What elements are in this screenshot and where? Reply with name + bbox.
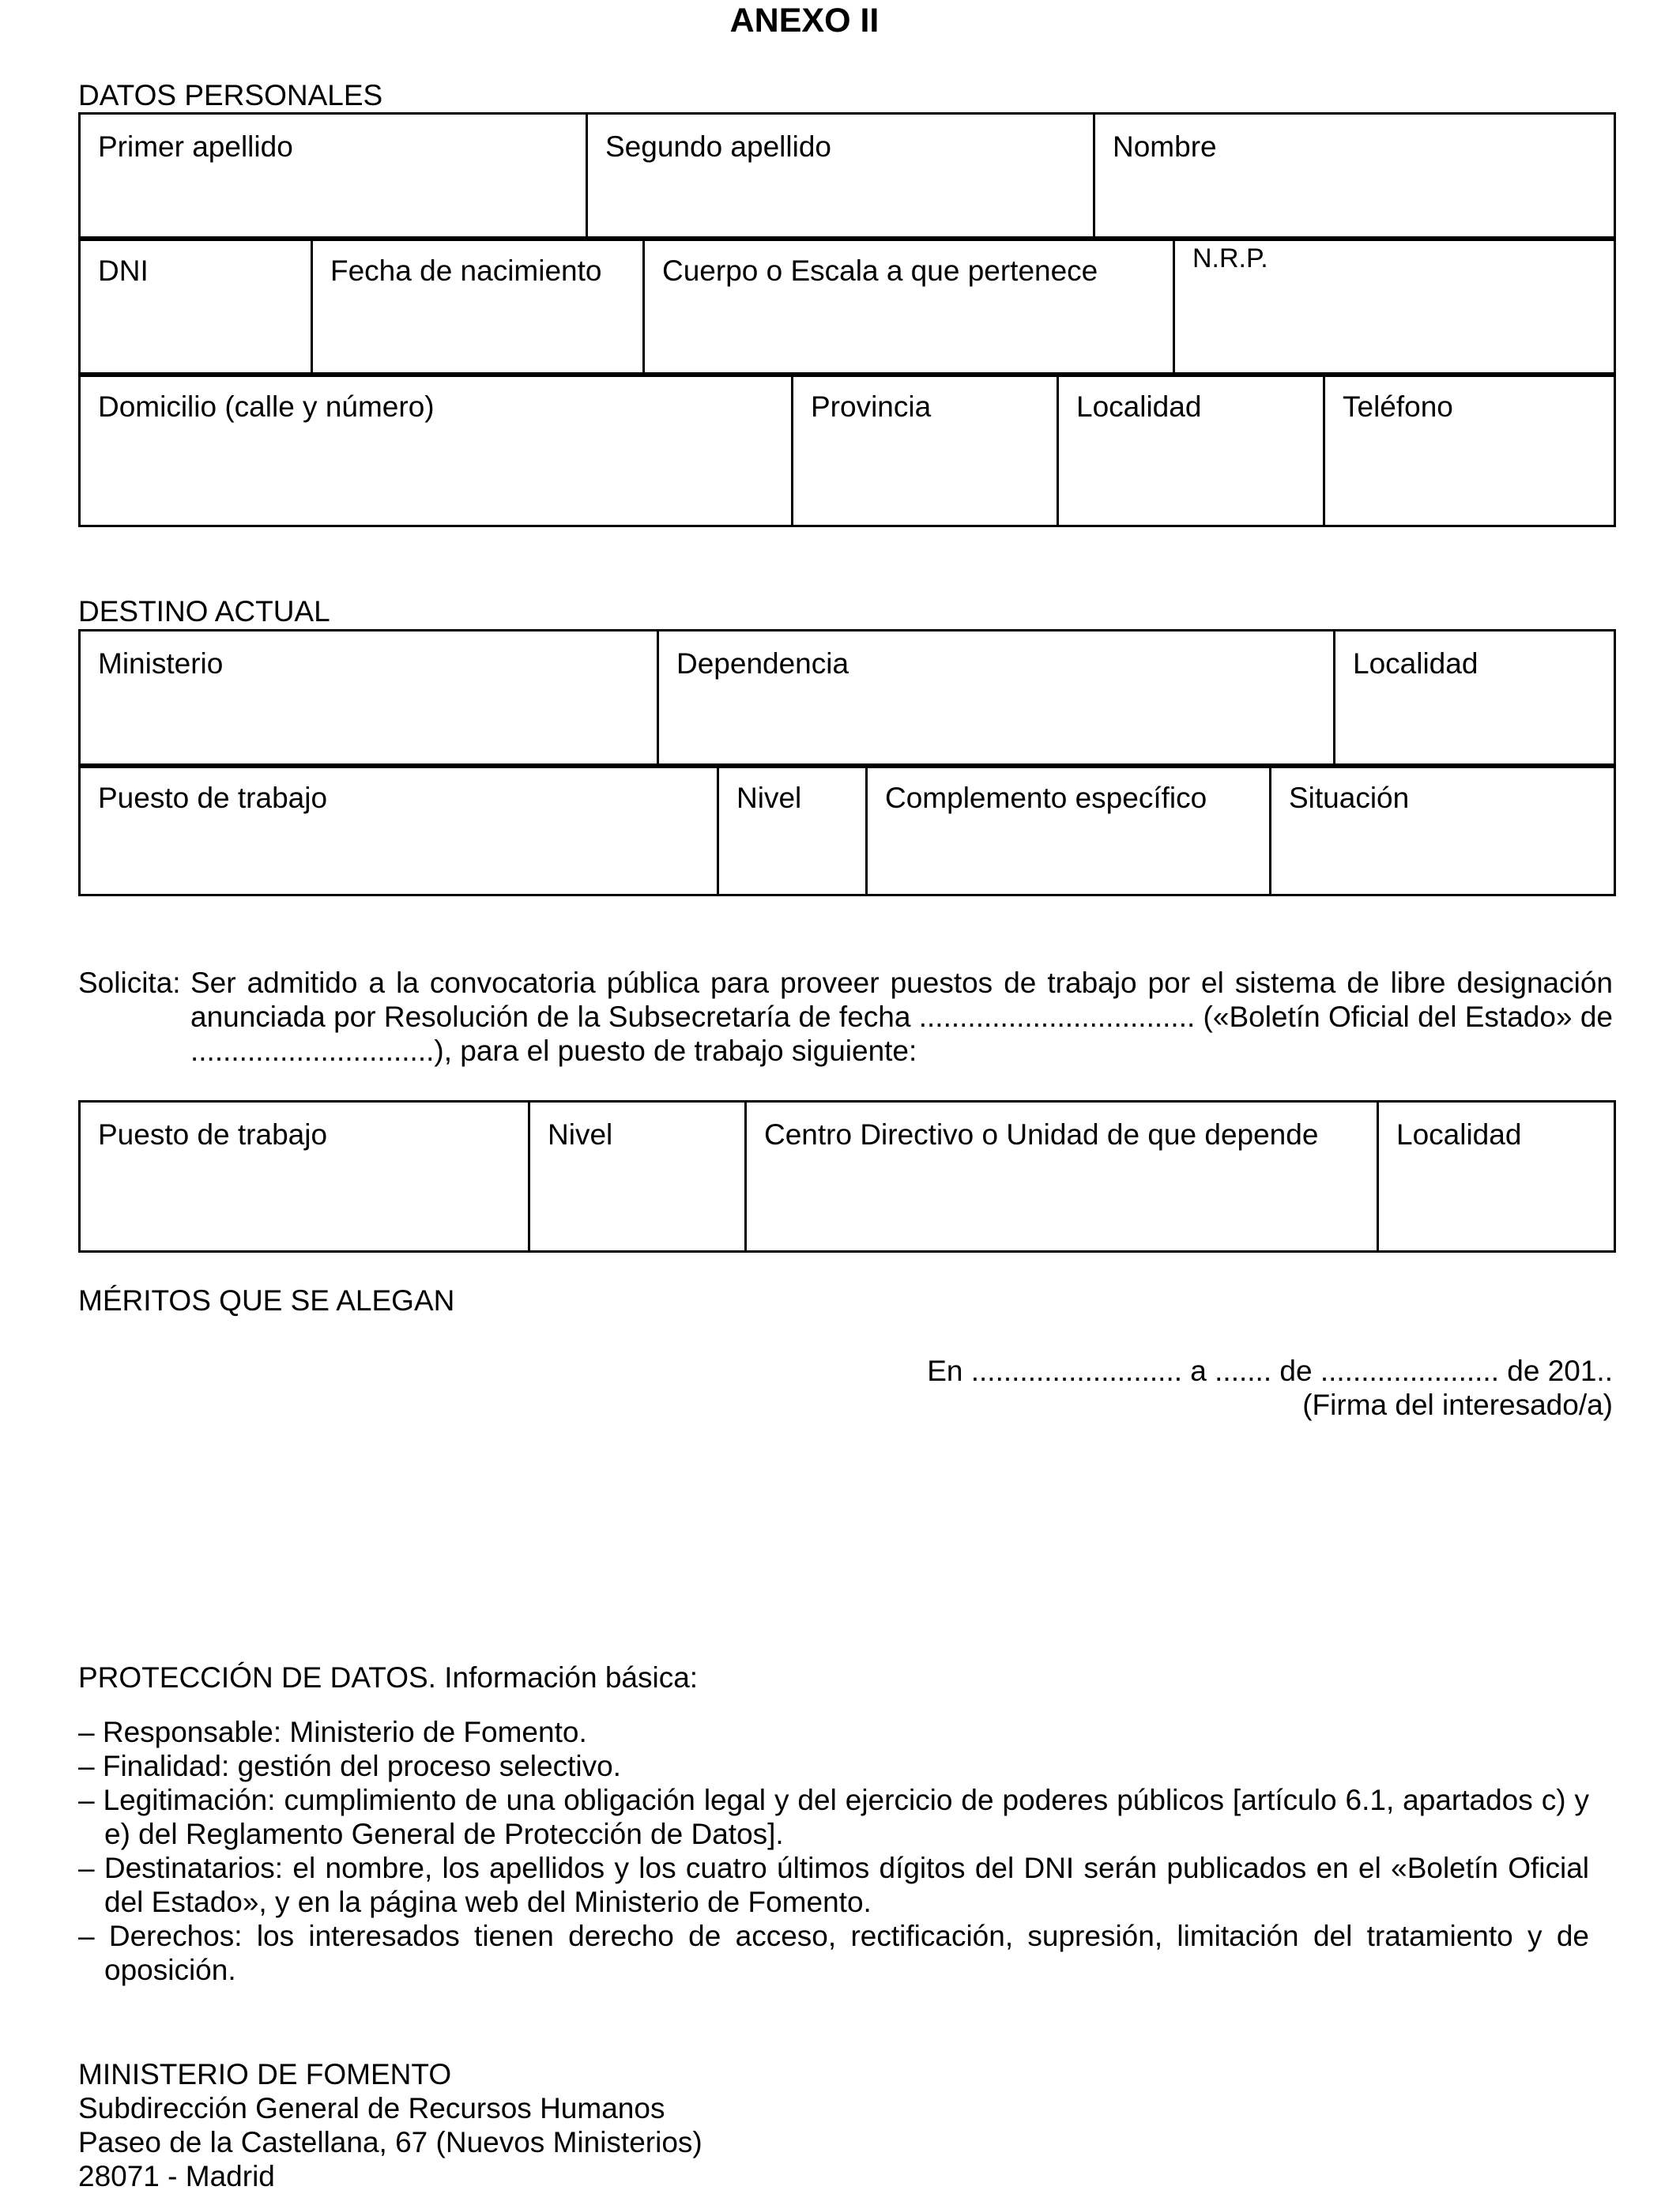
- label-domicilio: Domicilio (calle y número): [98, 390, 435, 423]
- label-ministerio: Ministerio: [98, 647, 224, 680]
- solicita-text: Ser admitido a la convocatoria pública para proveer puestos de trabajo por el sistema de libre designación anunciada por Resolución de la Subsecretaría de fecha .................................. («Boletín Oficial del Estado» de ..............................), para el puesto de trabajo siguiente:: [190, 967, 1613, 1067]
- list-item-derechos: – Derechos: los interesados tienen derecho de acceso, rectificación, supresión, limitación del tratamiento y de oposición.: [78, 1920, 1589, 1986]
- field-domicilio[interactable]: [80, 374, 793, 526]
- label-provincia: Provincia: [811, 390, 932, 423]
- field-situacion[interactable]: [1271, 765, 1615, 895]
- field-solicitado-localidad[interactable]: [1378, 1102, 1615, 1252]
- field-solicitado-puesto[interactable]: [80, 1102, 529, 1252]
- label-fecha-nacimiento: Fecha de nacimiento: [330, 254, 602, 287]
- footer-ministerio: MINISTERIO DE FOMENTO: [78, 2058, 452, 2090]
- table-destino-row2: [78, 763, 1616, 896]
- table-personal-row2: [78, 236, 1616, 377]
- section-datos-personales: DATOS PERSONALES: [78, 79, 383, 111]
- label-solicitado-centro: Centro Directivo o Unidad de que depende: [764, 1118, 1319, 1151]
- list-item-responsable: – Responsable: Ministerio de Fomento.: [78, 1716, 587, 1748]
- label-situacion: Situación: [1289, 782, 1410, 814]
- label-cuerpo-escala: Cuerpo o Escala a que pertenece: [662, 254, 1098, 287]
- solicita-paragraph: [78, 966, 1613, 1068]
- field-telefono[interactable]: [1324, 374, 1615, 526]
- footer-ciudad: 28071 - Madrid: [78, 2160, 275, 2192]
- field-dependencia[interactable]: [658, 631, 1335, 767]
- field-segundo-apellido[interactable]: [587, 114, 1094, 240]
- signature-block: [78, 1354, 1613, 1422]
- field-cuerpo-escala[interactable]: [644, 238, 1174, 376]
- field-nrp[interactable]: [1174, 238, 1615, 376]
- table-personal-row3: [78, 372, 1616, 527]
- proteccion-list: [78, 1715, 1589, 1987]
- label-nombre: Nombre: [1113, 130, 1217, 163]
- field-nivel[interactable]: [718, 765, 867, 895]
- label-puesto-trabajo: Puesto de trabajo: [98, 782, 328, 814]
- field-primer-apellido[interactable]: [80, 114, 587, 240]
- table-destino-row1: [78, 629, 1616, 768]
- label-solicitado-localidad: Localidad: [1396, 1118, 1522, 1151]
- footer-direccion: Paseo de la Castellana, 67 (Nuevos Ministerios): [78, 2126, 703, 2158]
- label-dni: DNI: [98, 254, 149, 287]
- page-title: ANEXO II: [729, 2, 880, 40]
- section-destino-actual: DESTINO ACTUAL: [78, 595, 330, 628]
- field-fecha-nacimiento[interactable]: [312, 238, 644, 376]
- label-nrp: N.R.P.: [1192, 243, 1268, 273]
- field-solicitado-nivel[interactable]: [529, 1102, 746, 1252]
- field-destino-localidad[interactable]: [1335, 631, 1615, 767]
- field-provincia[interactable]: [793, 374, 1058, 526]
- label-destino-localidad: Localidad: [1353, 647, 1478, 680]
- label-complemento: Complemento específico: [885, 782, 1207, 814]
- label-dependencia: Dependencia: [676, 647, 849, 680]
- label-solicitado-puesto: Puesto de trabajo: [98, 1118, 328, 1151]
- label-nivel: Nivel: [736, 782, 802, 814]
- label-segundo-apellido: Segundo apellido: [605, 130, 831, 163]
- label-telefono: Teléfono: [1343, 390, 1453, 423]
- field-solicitado-centro[interactable]: [746, 1102, 1378, 1252]
- field-puesto-trabajo[interactable]: [80, 765, 718, 895]
- field-dni[interactable]: [80, 238, 312, 376]
- list-item-destinatarios: – Destinatarios: el nombre, los apellidos y los cuatro últimos dígitos del DNI serán publicados en el «Boletín Oficial del Estado», y en la página web del Ministerio de Fomento.: [78, 1852, 1589, 1918]
- table-personal-row1: [78, 112, 1616, 241]
- footer-subdireccion: Subdirección General de Recursos Humanos: [78, 2092, 665, 2124]
- field-ministerio[interactable]: [80, 631, 658, 767]
- solicita-label: Solicita:: [78, 967, 181, 999]
- section-proteccion-datos: PROTECCIÓN DE DATOS. Información básica:: [78, 1661, 699, 1694]
- field-localidad[interactable]: [1058, 374, 1324, 526]
- field-complemento[interactable]: [867, 765, 1271, 895]
- signature-label: (Firma del interesado/a): [1302, 1389, 1613, 1421]
- label-localidad: Localidad: [1076, 390, 1202, 423]
- label-solicitado-nivel: Nivel: [548, 1118, 613, 1151]
- label-primer-apellido: Primer apellido: [98, 130, 293, 163]
- list-item-legitimacion: – Legitimación: cumplimiento de una obligación legal y del ejercicio de poderes públicos [artículo 6.1, apartados c) y e) del Reglamento General de Protección de Datos].: [78, 1784, 1589, 1850]
- table-puesto-solicitado: [78, 1100, 1616, 1253]
- list-item-finalidad: – Finalidad: gestión del proceso selectivo.: [78, 1750, 621, 1782]
- footer-address: [78, 2057, 703, 2193]
- section-meritos: MÉRITOS QUE SE ALEGAN: [78, 1284, 455, 1317]
- date-line: En .......................... a ....... de ...................... de 201..: [927, 1355, 1613, 1387]
- field-nombre[interactable]: [1094, 114, 1615, 240]
